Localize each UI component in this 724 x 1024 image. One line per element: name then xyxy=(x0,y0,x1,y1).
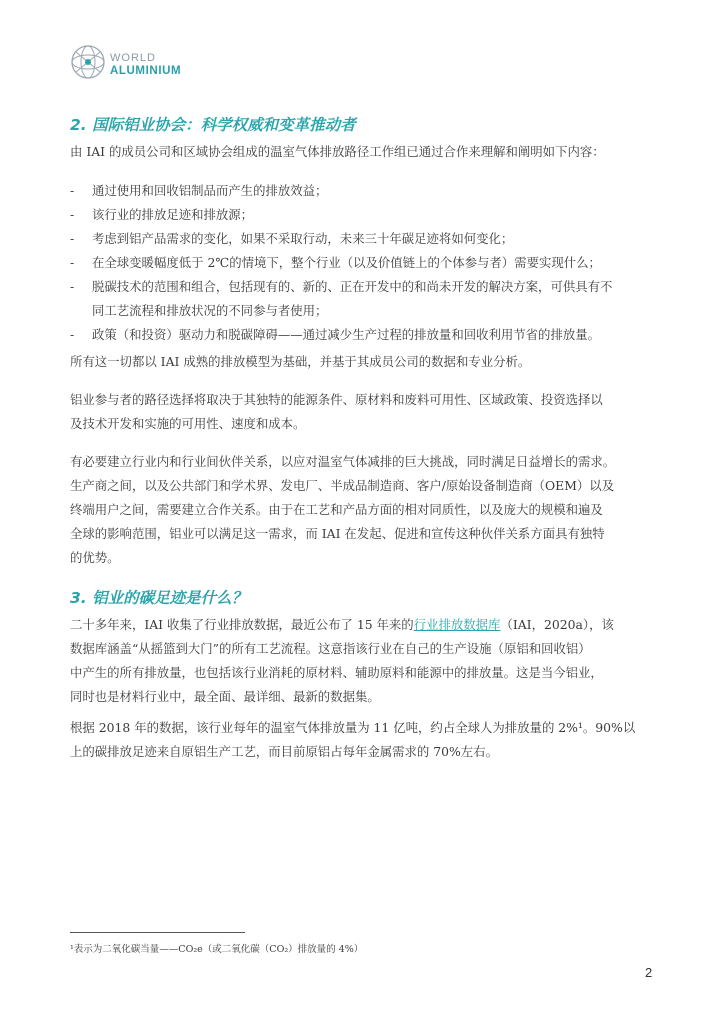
world-aluminium-logo xyxy=(70,44,190,80)
bullet-dash: - xyxy=(70,231,75,246)
paragraph-line: 生产商之间，以及公共部门和学术界、发电厂、半成品制造商、客户/原始设备制造商（OEM）以及 xyxy=(70,478,615,493)
bullet-text: 通过使用和回收铝制品而产生的排放效益； xyxy=(92,183,328,198)
text-run: （IAI，2020a），该 xyxy=(500,617,614,632)
industry-emissions-database-link[interactable]: 行业排放数据库 xyxy=(413,617,501,632)
text-run: 二十多年来，IAI 收集了行业排放数据，最近公布了 15 年来的 xyxy=(70,617,414,632)
section-2-paragraph-2 xyxy=(70,388,660,436)
bullet-text: 政策（和投资）驱动力和脱碳障碍——通过减少生产过程的排放量和回收利用节省的排放量。 xyxy=(92,327,601,342)
section-2-paragraph-1 xyxy=(70,350,660,374)
bullet-item xyxy=(70,251,670,275)
globe-icon xyxy=(70,44,106,80)
section-3-heading: 3. 铝业的碳足迹是什么？ xyxy=(70,589,248,607)
paragraph-line: 所有这一切都以 IAI 成熟的排放模型为基础，并基于其成员公司的数据和专业分析。 xyxy=(70,354,531,369)
section-2-intro xyxy=(70,140,660,164)
paragraph-line: 有必要建立行业内和行业间伙伴关系，以应对温室气体减排的巨大挑战，同时满足日益增长的需求。 xyxy=(70,454,616,469)
paragraph-line: 及技术开发和实施的可用性、速度和成本。 xyxy=(70,416,306,431)
bullet-item xyxy=(70,227,670,251)
bullet-text: 在全球变暖幅度低于 2℃的情境下，整个行业（以及价值链上的个体参与者）需要实现什么； xyxy=(92,255,601,270)
logo-text-aluminium: ALUMINIUM xyxy=(110,65,182,77)
paragraph-line xyxy=(70,613,660,637)
paragraph-line: 同时也是材料行业中，最全面、最详细、最新的数据集。 xyxy=(70,689,380,704)
bullet-text: 考虑到铝产品需求的变化，如果不采取行动，未来三十年碳足迹将如何变化； xyxy=(92,231,514,246)
page-number: 2 xyxy=(645,965,653,980)
paragraph-line: 数据库涵盖“从摇篮到大门”的所有工艺流程。这意指该行业在自己的生产设施（原铝和回收铝） xyxy=(70,641,591,656)
footnote: ¹表示为二氧化碳当量——CO₂e（或二氧化碳（CO₂）排放量的 4%） xyxy=(70,944,364,955)
bullet-item xyxy=(70,275,670,323)
bullet-text: 同工艺流程和排放状况的不同参与者使用； xyxy=(92,303,328,318)
bullet-text: 脱碳技术的范围和组合，包括现有的、新的、正在开发中的和尚未开发的解决方案，可供具有不 xyxy=(92,279,613,294)
bullet-dash: - xyxy=(70,207,75,222)
section-3-paragraph-2 xyxy=(70,716,660,764)
paragraph-line: 上的碳排放足迹来自原铝生产工艺，而目前原铝占每年金属需求的 70%左右。 xyxy=(70,744,498,759)
section-2-heading: 2. 国际铝业协会：科学权威和变革推动者 xyxy=(70,116,356,134)
section-2-paragraph-3 xyxy=(70,450,660,570)
bullet-dash: - xyxy=(70,255,75,270)
bullet-dash: - xyxy=(70,279,75,294)
paragraph-line: 中产生的所有排放量，也包括该行业消耗的原材料、辅助原料和能源中的排放量。这是当今铝业， xyxy=(70,665,603,680)
bullet-item xyxy=(70,323,670,347)
bullet-dash: - xyxy=(70,183,75,198)
section-3-paragraph-1 xyxy=(70,613,660,709)
paragraph-line: 铝业参与者的路径选择将取决于其独特的能源条件、原材料和废料可用性、区域政策、投资选择以 xyxy=(70,392,603,407)
paragraph-line: 终端用户之间，需要建立合作关系。由于在工艺和产品方面的相对同质性，以及庞大的规模和遍及 xyxy=(70,502,603,517)
intro-line: 由 IAI 的成员公司和区域协会组成的温室气体排放路径工作组已通过合作来理解和阐明如下内容： xyxy=(70,144,605,159)
bullet-text: 该行业的排放足迹和排放源； xyxy=(92,207,254,222)
logo-text-world: WORLD xyxy=(110,52,156,64)
paragraph-line: 全球的影响范围，铝业可以满足这一需求，而 IAI 在发起、促进和宣传这种伙伴关系方面具有独特 xyxy=(70,526,605,541)
bullet-list xyxy=(70,179,670,347)
bullet-item xyxy=(70,179,670,203)
paragraph-line: 的优势。 xyxy=(70,550,120,565)
bullet-dash: - xyxy=(70,327,75,342)
paragraph-line: 根据 2018 年的数据，该行业每年的温室气体排放量为 11 亿吨，约占全球人为排放量的 2%¹。90%以 xyxy=(70,720,636,735)
bullet-item xyxy=(70,203,670,227)
footnote-divider xyxy=(70,932,245,933)
